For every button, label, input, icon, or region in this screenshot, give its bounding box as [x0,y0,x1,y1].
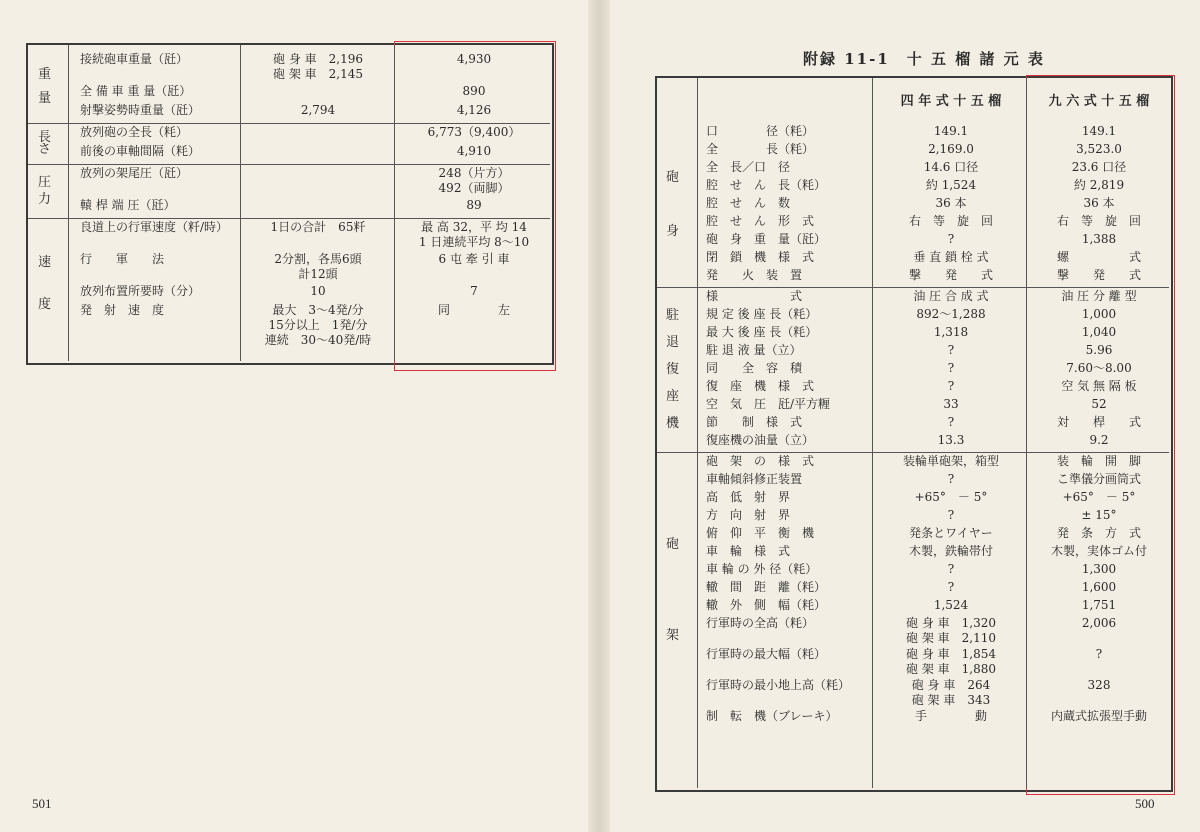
spec-value-col-a: 装輪単砲架，箱型 [902,454,999,468]
spec-value-col-a: 垂 直 鎖 栓 式 [913,250,989,264]
spec-item-label: 全 長（粍） [706,142,815,156]
spec-value-col-b: 1,300 [1081,562,1117,576]
column-divider [1026,78,1027,788]
spec-value-col-a: 砲 身 車 264 砲 架 車 343 [911,678,991,707]
spec-value-col-b: 1,600 [1081,580,1117,594]
spec-item-label: 復 座 機 様 式 [706,379,815,393]
col-header-type96: 九 六 式 十 五 榴 [1048,94,1150,109]
spec-value-col-a: 36 本 [935,196,967,210]
spec-value-col-b: 装 輪 開 脚 [1056,454,1141,468]
spec-item-label: 車 輪 の 外 径（粍） [706,562,818,576]
spec-item-label: 腔 せ ん 長（粍） [706,178,827,192]
spec-item-label: 砲 身 重 量（瓩） [706,232,827,246]
spec-item-label: 行軍時の最大幅（粍） [706,647,827,661]
spec-value-col-a: 1,524 [933,598,969,612]
spec-value-col-a: ? [947,415,955,429]
spec-value-col-a: 最大 3～4発/分 15分以上 1発/分 連続 30～40発/時 [264,303,372,347]
spec-value-col-a: 14.6 口径 [923,160,979,174]
spec-item-label: 閉 鎖 機 様 式 [706,250,815,264]
spec-value-col-b: こ準儀分画筒式 [1056,472,1141,486]
left-page-number: 501 [32,796,52,811]
spec-item-label: 発 火 装 置 [706,268,803,282]
spec-item-label: 車 輪 様 式 [706,544,791,558]
category-label: 座 [666,389,680,404]
spec-item-label: 復座機の油量（立） [706,433,815,447]
spec-item-label: 腔 せ ん 数 [706,196,791,210]
spec-value-col-b: 6,773（9,400） [427,125,521,139]
column-divider [240,45,241,361]
spec-value-col-a: ? [947,379,955,393]
spec-value-col-b: 最 高 32，平 均 14 1 日連続平均 8～10 [418,220,530,249]
spec-item-label: 砲 架 の 様 式 [706,454,815,468]
group-divider [28,164,550,165]
spec-value-col-b: 発 条 方 式 [1056,526,1141,540]
spec-value-col-a: 油 圧 合 成 式 [913,289,989,303]
spec-value-col-b: +65° － 5° [1062,490,1136,504]
column-divider [872,78,873,788]
spec-value-col-b: 撃 発 式 [1056,268,1141,282]
spec-value-col-a: +65° － 5° [914,490,988,504]
spec-item-label: 節 制 様 式 [706,415,803,429]
spec-item-label: 前後の車軸間隔（粍） [80,144,201,158]
spec-item-label: 行 軍 法 [80,252,165,266]
spec-item-label: 口 径（粍） [706,124,815,138]
spec-item-label: 高 低 射 界 [706,490,791,504]
spec-value-col-b: 4,126 [456,103,492,117]
spec-value-col-b: 2,006 [1081,616,1117,630]
spec-item-label: 行軍時の全高（粍） [706,616,815,630]
spec-item-label: 同 全 容 積 [706,361,803,375]
column-divider [697,78,698,788]
spec-value-col-a: 13.3 [937,433,965,447]
spec-value-col-b: 1,751 [1081,598,1117,612]
spec-value-col-a: 砲 身 車 1,854 砲 架 車 1,880 [906,647,996,676]
spec-item-label: 方 向 射 界 [706,508,791,522]
spec-item-label: 良道上の行軍速度（粁/時） [80,220,229,234]
spec-value-col-b: ± 15° [1081,508,1117,522]
spec-value-col-b: 3,523.0 [1076,142,1122,156]
spec-value-col-b: 木製，実体ゴム付 [1050,544,1147,558]
spec-value-col-a: 手 動 [914,709,987,723]
spec-value-col-b: 内蔵式拡張型手動 [1050,709,1147,723]
spec-value-col-b: 248（片方） 492（両脚） [438,166,510,195]
category-label: 力 [38,192,52,207]
spec-value-col-a: 2,794 [300,103,336,117]
category-label: 架 [666,628,680,643]
category-label: 重 [38,67,52,83]
right-page-title: 附録 11-1 十 五 榴 諸 元 表 [803,50,1045,68]
spec-value-col-a: 10 [310,284,326,298]
spec-value-col-b: 油 圧 分 離 型 [1061,289,1137,303]
spec-item-label: 接続砲車重量（瓩） [80,52,189,66]
spec-value-col-b: 同 左 [437,303,510,317]
category-label: 量 [38,90,52,106]
spec-value-col-a: 砲 身 車 1,320 砲 架 車 2,110 [906,616,996,645]
spec-value-col-a: 1,318 [933,325,969,339]
spec-value-col-b: 89 [466,198,482,212]
spec-value-col-a: 右 等 旋 回 [908,214,993,228]
spec-value-col-b: 螺 式 [1056,250,1141,264]
category-label: 復 [666,362,680,377]
spec-value-col-b: 9.2 [1089,433,1109,447]
category-label: 砲 [666,537,680,552]
spec-value-col-b: 7 [470,284,478,298]
column-divider [394,45,395,361]
col-header-type4: 四 年 式 十 五 榴 [900,94,1002,109]
spec-value-col-a: ? [947,472,955,486]
category-label: 機 [666,416,680,431]
spec-value-col-b: 4,930 [456,52,492,66]
spec-item-label: 制 転 機（ブレーキ） [706,709,838,723]
spec-value-col-b: 約 2,819 [1073,178,1125,192]
spec-value-col-a: 149.1 [933,124,969,138]
spec-value-col-a: 撃 発 式 [908,268,993,282]
group-divider [28,123,550,124]
spec-value-col-a: ? [947,562,955,576]
spec-value-col-b: 1,000 [1081,307,1117,321]
spec-value-col-b: 1,040 [1081,325,1117,339]
group-divider [657,452,1169,453]
spec-item-label: 腔 せ ん 形 式 [706,214,815,228]
category-label: さ [38,142,52,158]
spec-value-col-a: 約 1,524 [925,178,977,192]
spec-item-label: 最 大 後 座 長（粍） [706,325,818,339]
category-label: 圧 [38,175,52,190]
column-divider [68,45,69,361]
spec-value-col-b: 右 等 旋 回 [1056,214,1141,228]
spec-value-col-b: 6 屯 牽 引 車 [438,252,510,266]
category-label: 度 [38,297,52,313]
spec-item-label: 行軍時の最小地上高（粍） [706,678,851,692]
spec-value-col-b: 7.60～8.00 [1066,361,1132,375]
spec-value-col-b: 890 [462,84,486,98]
spec-value-col-a: ? [947,343,955,357]
spec-value-col-a: 2分割，各馬6頭 計12頭 [274,252,362,281]
spec-value-col-a: 892～1,288 [916,307,986,321]
spec-item-label: 放列の架尾圧（瓩） [80,166,189,180]
category-label: 身 [666,224,680,239]
spec-item-label: 発 射 速 度 [80,303,165,317]
spec-value-col-a: 発条とワイヤー [909,526,993,540]
spec-value-col-a: ? [947,361,955,375]
spec-value-col-a: ? [947,232,955,246]
group-divider [657,287,1169,288]
spec-item-label: 全 長／口 径 [706,160,791,174]
spec-value-col-a: ? [947,580,955,594]
spec-value-col-b: 対 桿 式 [1056,415,1141,429]
spec-value-col-a: ? [947,508,955,522]
right-page-number: 500 [1135,796,1155,811]
spec-item-label: 轍 間 距 離（粍） [706,580,827,594]
spec-value-col-b: 4,910 [456,144,492,158]
book-gutter [588,0,610,832]
spec-item-label: 空 気 圧 瓩/平方糎 [706,397,831,411]
spec-value-col-a: 33 [943,397,959,411]
category-label: 砲 [666,170,680,185]
spec-item-label: 規 定 後 座 長（粍） [706,307,818,321]
spec-value-col-a: 砲 身 車 2,196 砲 架 車 2,145 [273,52,363,81]
spec-value-col-b: 1,388 [1081,232,1117,246]
spec-item-label: 全 備 車 重 量（瓩） [80,84,192,98]
spec-value-col-b: 23.6 口径 [1071,160,1127,174]
spec-value-col-a: 木製，鉄輪帯付 [908,544,993,558]
spec-item-label: 俯 仰 平 衡 機 [706,526,815,540]
spec-item-label: 放列布置所要時（分） [80,284,201,298]
spec-value-col-a: 1日の合計 65粁 [270,220,366,234]
category-label: 速 [38,254,52,270]
spec-value-col-b: ? [1095,647,1103,661]
spec-item-label: 放列砲の全長（粍） [80,125,189,139]
spec-value-col-b: 52 [1091,397,1107,411]
spec-value-col-b: 328 [1087,678,1111,692]
spec-value-col-b: 149.1 [1081,124,1117,138]
spec-item-label: 轅 桿 端 圧（瓩） [80,198,176,212]
spec-value-col-b: 36 本 [1083,196,1115,210]
spec-value-col-b: 5.96 [1085,343,1113,357]
spec-value-col-a: 2,169.0 [928,142,974,156]
spec-item-label: 駐 退 液 量（立） [706,343,802,357]
spec-item-label: 射撃姿勢時重量（瓩） [80,103,201,117]
spec-item-label: 轍 外 側 幅（粍） [706,598,827,612]
spec-item-label: 様 式 [706,289,803,303]
category-label: 退 [666,335,680,350]
group-divider [28,218,550,219]
spec-item-label: 車軸傾斜修正装置 [706,472,803,486]
category-label: 長 [38,129,52,145]
spec-value-col-b: 空 気 無 隔 板 [1061,379,1137,393]
category-label: 駐 [666,308,680,323]
